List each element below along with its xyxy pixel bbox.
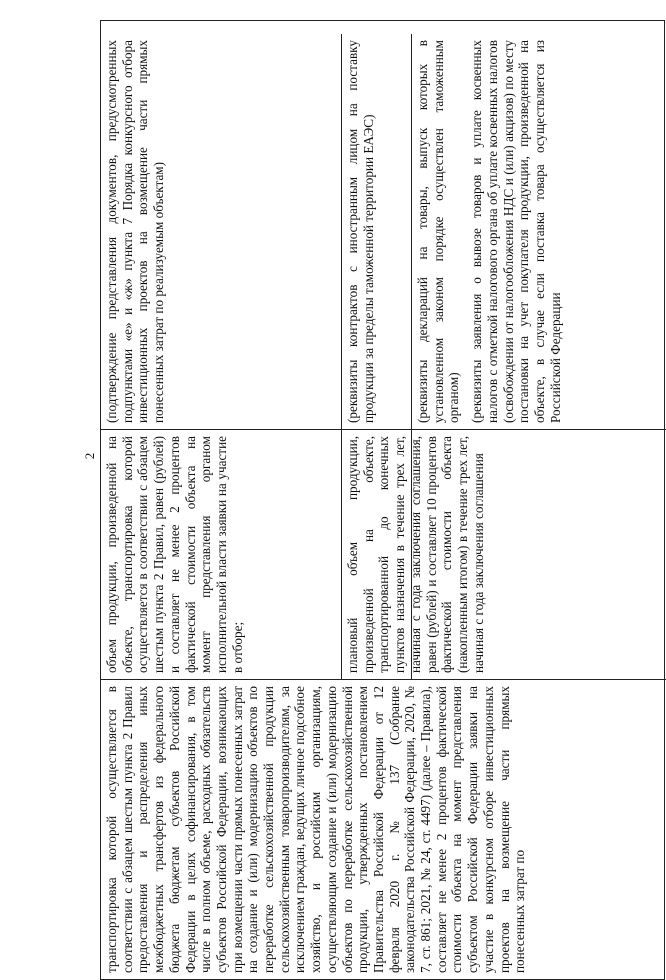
table-cell-right-1	[101, 34, 341, 429]
document-table	[100, 20, 665, 980]
page-number: 2	[82, 452, 97, 460]
cell-paragraph: (реквизиты контрактов с иностранным лицом на поставку продукции за пределы таможенной территории ЕАЭС)	[345, 40, 376, 423]
table-cell-middle-2	[341, 429, 486, 679]
table-cell-middle-1	[101, 429, 341, 679]
cell-paragraph: (реквизиты заявления о вывозе товаров и уплате косвенных налогов с отметкой налогового органа об уплате косвенных налогов (освобождении от налогообложения НДС и (или) акцизов) по месту постановки на учет покупателя продукции, произведенной на объекте, в случае если поставка товара осуществляется из Российской Федерации	[469, 40, 563, 423]
cell-paragraph: транспортировка которой осуществляется в соответствии с абзацем шестым пункта 2 Правил предоставления и распределения иных межбюджетных трансфертов из федерального бюджета бюджетам субъектов Российской Федерации в целях софинансирования, в том числе в полном объеме, расходных обязательств субъектов Российской Федерации, возникающих при возмещении части прямых понесенных затрат на создание и (или) модернизацию объектов по переработке сельскохозяйственной продукции сельскохозяйственным товаропроизводителям, за исключением граждан, ведущих личное подсобное хозяйство, и российским организациям, осуществляющим создание и (или) модернизацию объектов по переработке сельскохозяйственной продукции, утвержденных постановлением Правительства Российской Федерации от 12 февраля 2020 г. № 137 (Собрание законодательства Российской Федерации, 2020, № 7, ст. 861; 2021, № 24, ст. 4497) (далее – Правила), составляет не менее 2 процентов фактической стоимости объекта на момент представления субъектом Российской Федерации заявки на участие в конкурсном отборе инвестиционных проектов на возмещение части прямых понесенных затрат по	[104, 686, 528, 973]
table-cell-middle-3	[411, 429, 666, 679]
table-cell-right-2	[341, 34, 411, 429]
cell-paragraph: (реквизиты деклараций на товары, выпуск которых в установленном законом порядке осуществлен таможенным органом)	[415, 40, 462, 423]
table-cell-left	[101, 679, 666, 979]
cell-paragraph: плановый объем продукции, произведенной на объекте, транспортированной до конечных пунктов назначения в течение трех лет, начиная с года заключения соглашения, равен (рублей) и составляет 10 процентов фактической стоимости объекта (накопленным итогом) в течение трех лет, начиная с года заключения соглашения	[345, 436, 486, 673]
table-cell-right-3	[411, 34, 666, 429]
cell-paragraph: объем продукции, произведенной на объекте, транспортировка которой осуществляется в соответствии с абзацем шестым пункта 2 Правил, равен (рублей) и составляет не менее 2 процентов фактической стоимости объекта на момент представления органом исполнительной власти заявки на участие в отборе;	[104, 436, 245, 673]
cell-paragraph: (подтверждение представления документов, предусмотренных подпунктами «е» и «ж» пункта 7 Порядка конкурсного отбора инвестиционных проектов на возмещение части прямых понесенных затрат по реализуемым объектам)	[104, 40, 167, 423]
